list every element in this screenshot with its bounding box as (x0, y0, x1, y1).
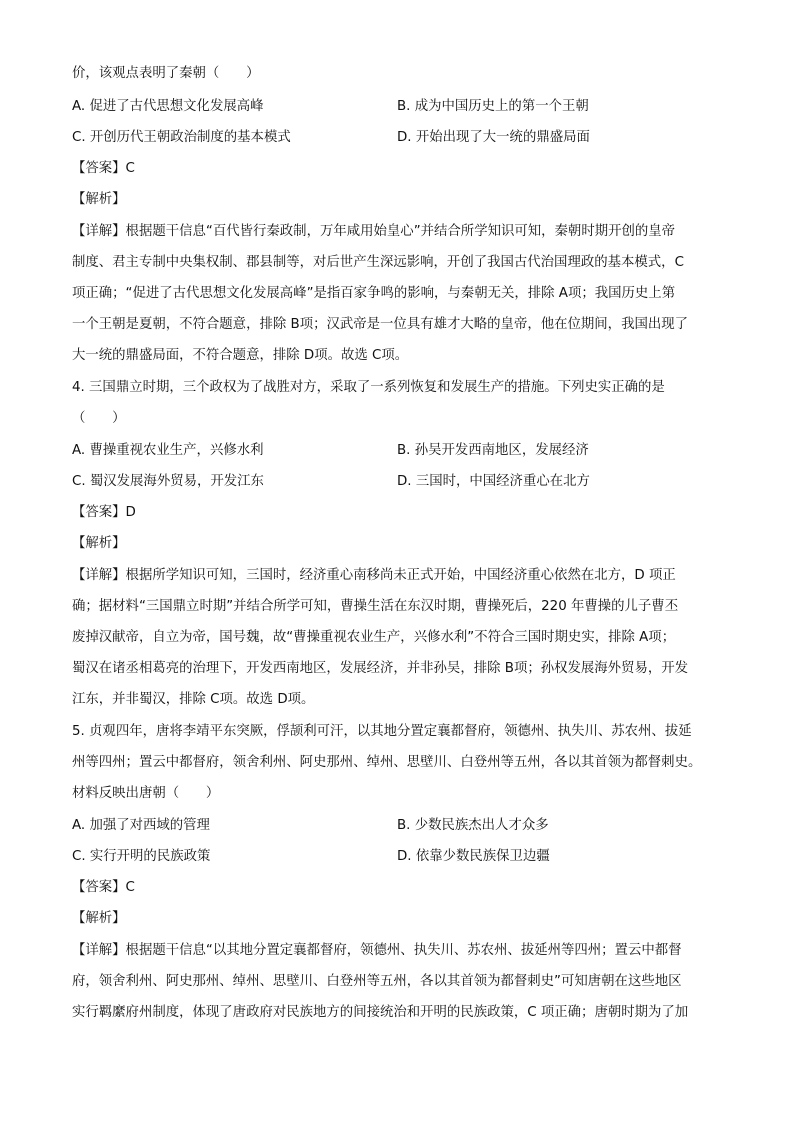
q5-stem: 材料反映出唐朝（ ） (72, 786, 220, 801)
q3-explanation-line: 项正确；“促进了古代思想文化发展高峰”是指百家争鸣的影响，与秦朝无关，排除 A项；我国历史上第 (72, 286, 676, 301)
q4-option-b: B. 孙吴开发西南地区，发展经济 (397, 443, 589, 458)
q4-stem-bracket: （ ） (72, 411, 126, 426)
q4-explanation-line: 蜀汉在诸丞相葛亮的治理下，开发西南地区，发展经济，并非孙吴，排除 B项；孙权发展海外贸易，开发 (72, 661, 689, 676)
q3-analysis-heading: 【解析】 (72, 192, 126, 207)
q3-explanation-line: 一个王朝是夏朝，不符合题意，排除 B项；汉武帝是一位具有雄才大略的皇帝，他在位期间，我国出现了 (72, 317, 689, 332)
q5-answer: 【答案】C (72, 880, 135, 895)
q3-option-c: C. 开创历代王朝政治制度的基本模式 (72, 130, 291, 145)
q5-explanation-line: 府，领舍利州、阿史那州、绰州、思壁川、白登州等五州，各以其首领为都督刺史”可知唐朝在这些地区 (72, 974, 682, 989)
question-stem-continuation: 价，该观点表明了秦朝（ ） (72, 66, 260, 81)
q4-explanation-line: 废掉汉献帝，自立为帝，国号魏，故“曹操重视农业生产，兴修水利”不符合三国时期史实，排除 A项； (72, 630, 676, 645)
q3-answer: 【答案】C (72, 161, 135, 176)
q5-explanation-line: 【详解】根据题干信息“以其地分置定襄都督府，领德州、执失川、苏农州、拔延州等四州；置云中都督 (72, 943, 682, 958)
q3-explanation-line: 【详解】根据题干信息“百代皆行秦政制，万年咸用始皇心”并结合所学知识可知，秦朝时期开创的皇帝 (72, 224, 676, 239)
q3-option-b: B. 成为中国历史上的第一个王朝 (397, 99, 589, 114)
q3-option-d: D. 开始出现了大一统的鼎盛局面 (397, 130, 590, 145)
q4-explanation-line: 确；据材料“三国鼎立时期”并结合所学可知，曹操生活在东汉时期，曹操死后，220 年曹操的儿子曹丕 (72, 599, 679, 614)
q4-analysis-heading: 【解析】 (72, 536, 126, 551)
q4-option-c: C. 蜀汉发展海外贸易，开发江东 (72, 474, 264, 489)
q5-analysis-heading: 【解析】 (72, 911, 126, 926)
q4-option-a: A. 曹操重视农业生产，兴修水利 (72, 443, 264, 458)
q3-explanation-line: 大一统的鼎盛局面，不符合题意，排除 D项。故选 C项。 (72, 348, 409, 363)
q5-explanation-line: 实行羁縻府州制度，体现了唐政府对民族地方的间接统治和开明的民族政策，C 项正确；唐朝时期为了加 (72, 1005, 689, 1020)
q4-answer: 【答案】D (72, 505, 136, 520)
q4-explanation-line: 【详解】根据所学知识可知，三国时，经济重心南移尚未正式开始，中国经济重心依然在北方，D 项正 (72, 568, 676, 583)
q5-option-b: B. 少数民族杰出人才众多 (397, 818, 549, 833)
q4-stem: 4. 三国鼎立时期，三个政权为了战胜对方，采取了一系列恢复和发展生产的措施。下列史实正确的是 (72, 380, 665, 395)
q4-explanation-line: 江东，并非蜀汉，排除 C项。故选 D项。 (72, 692, 315, 707)
q5-stem: 5. 贞观四年，唐将李靖平东突厥，俘颉利可汗，以其地分置定襄都督府，领德州、执失川、苏农州、拔延 (72, 724, 692, 739)
q5-option-a: A. 加强了对西域的管理 (72, 818, 210, 833)
q5-stem: 州等四州；置云中都督府，领舍利州、阿史那州、绰州、思壁川、白登州等五州，各以其首领为都督刺史。 (72, 755, 702, 770)
q4-option-d: D. 三国时，中国经济重心在北方 (397, 474, 590, 489)
q5-option-c: C. 实行开明的民族政策 (72, 849, 211, 864)
q5-option-d: D. 依靠少数民族保卫边疆 (397, 849, 550, 864)
q3-option-a: A. 促进了古代思想文化发展高峰 (72, 99, 264, 114)
q3-explanation-line: 制度、君主专制中央集权制、郡县制等，对后世产生深远影响，开创了我国古代治国理政的基本模式，C (72, 255, 684, 270)
